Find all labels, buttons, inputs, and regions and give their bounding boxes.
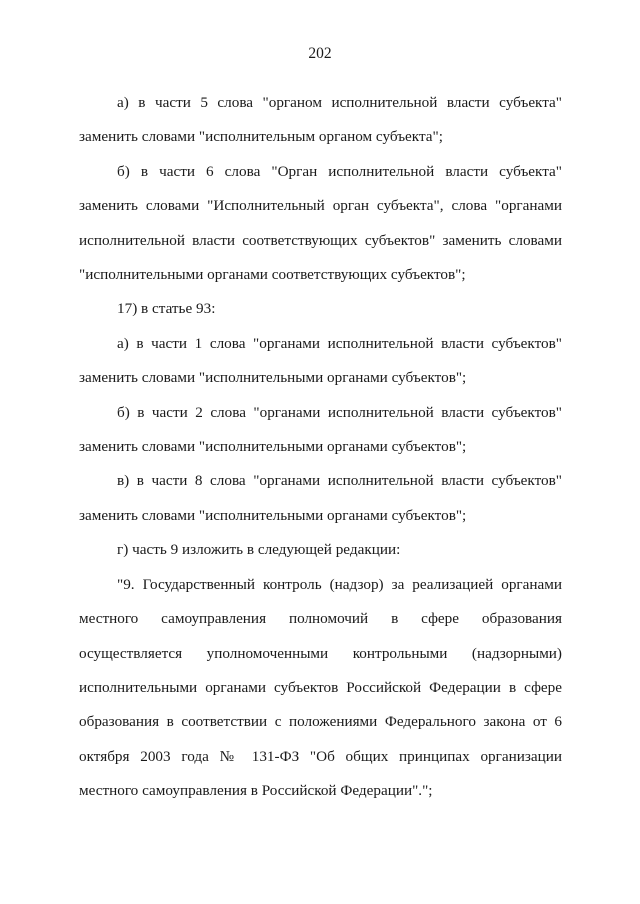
paragraph-g-part-9: г) часть 9 изложить в следующей редакции: xyxy=(117,541,401,559)
page-number: 202 xyxy=(308,45,332,62)
paragraph-item-17-article-93: 17) в статье 93: xyxy=(117,300,216,318)
document-body xyxy=(79,86,562,809)
paragraph-a-part-1: а) в части 1 слова "органами исполнительной власти субъектов" заменить словами "исполнительными органами субъектов"; xyxy=(79,334,562,387)
paragraph-v-part-8: в) в части 8 слова "органами исполнительной власти субъектов" заменить словами "исполнительными органами субъектов"; xyxy=(79,472,562,524)
paragraph-a-part-5: а) в части 5 слова "органом исполнительной власти субъекта" заменить словами "исполнительным органом субъекта"; xyxy=(79,94,562,146)
paragraph-b-part-6: б) в части 6 слова "Орган исполнительной власти субъекта" заменить словами "Исполнительный орган субъекта", слова "органами исполнительной власти соответствующих субъектов" заменить словами "исполнительными органами соответствующих субъектов"; xyxy=(79,162,562,284)
paragraph-part-9-new-text: "9. Государственный контроль (надзор) за реализацией органами местного самоуправления полномочий в сфере образования осуществляется уполномоченными контрольными (надзорными) исполнительными органами субъектов Российской Федерации в сфере образования в соответствии с положениями Федерального закона от 6 октября 2003 года № 131-ФЗ "Об общих принципах организации местного самоуправления в Российской Федерации"."; xyxy=(79,575,562,800)
paragraph-b-part-2: б) в части 2 слова "органами исполнительной власти субъектов" заменить словами "исполнительными органами субъектов"; xyxy=(79,403,562,456)
